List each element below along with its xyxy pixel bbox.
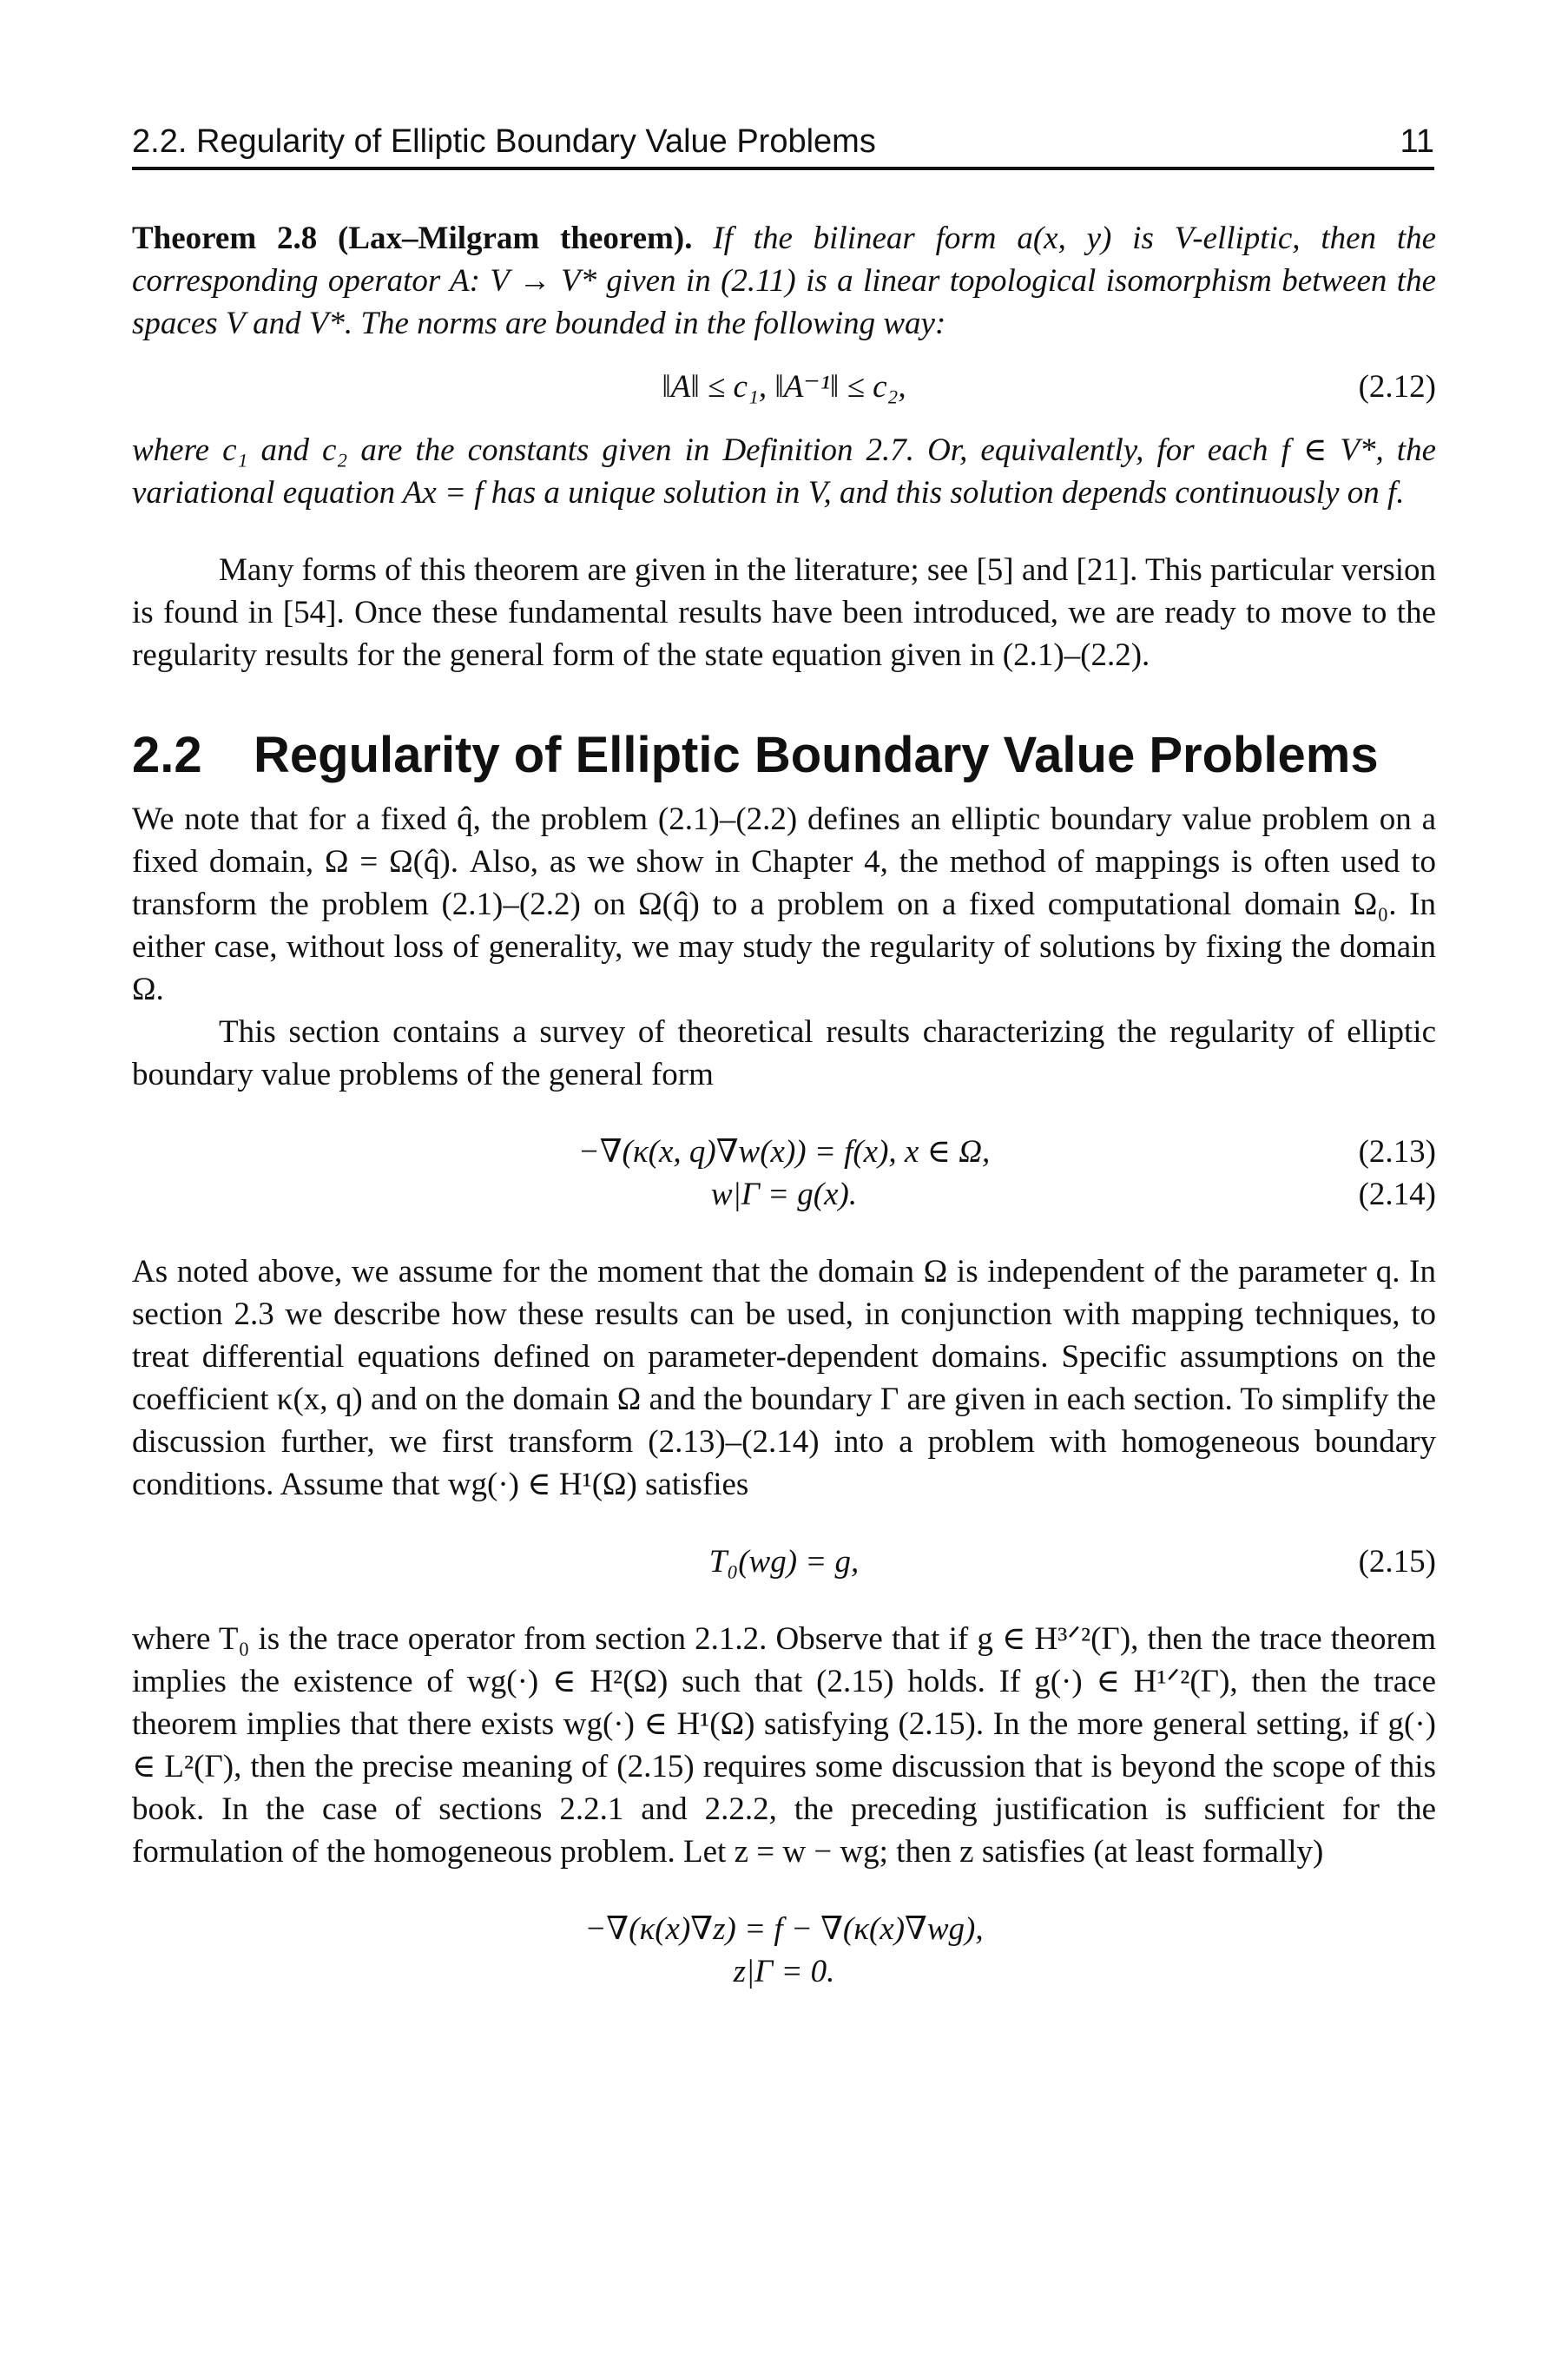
equation-2-15-body: T₀(wg) = g,	[708, 1544, 860, 1580]
equation-final-1	[132, 1908, 1436, 1950]
paragraph-noted: As noted above, we assume for the moment that the domain Ω is independent of the parameter q. In section 2.3 we describe how these results can be used, in conjunction with mapping techniques, to treat differential equations defined on parameter-dependent domains. Specific assumptions on the coefficient κ(x, q) and on the domain Ω and the boundary Γ are given in each section. To simplify the discussion further, we first transform (2.13)–(2.14) into a problem with homogeneous boundary conditions. Assume that wg(·) ∈ H¹(Ω) satisfies	[132, 1254, 1436, 1502]
equation-2-13-number: (2.13)	[1358, 1134, 1436, 1170]
equation-2-12	[132, 366, 1436, 408]
equation-final-2	[132, 1950, 1436, 1993]
equation-2-12-number: (2.12)	[1358, 369, 1436, 405]
equation-2-12-body: ‖A‖ ≤ c₁, ‖A⁻¹‖ ≤ c₂,	[662, 369, 906, 405]
theorem-statement	[132, 217, 1436, 345]
page-number: 11	[1400, 123, 1434, 160]
paragraph-note: We note that for a fixed q̂, the problem (2.1)–(2.2) defines an elliptic boundary value problem on a fixed domain, Ω = Ω(q̂). Also, as we show in Chapter 4, the method of mappings is often used to transform the problem (2.1)–(2.2) on Ω(q̂) to a problem on a fixed computational domain Ω₀. In either case, without loss of generality, we may study the regularity of solutions by fixing the domain Ω.	[132, 801, 1436, 1007]
section-title: Regularity of Elliptic Boundary Value Problems	[254, 727, 1379, 783]
theorem-text-1: If the bilinear form a(x, y) is V-elliptic, then the corresponding operator A: V → V* given in (2.11) is a linear topological isomorphism between the spaces V and V*. The norms are bounded in the following way:	[132, 221, 1437, 341]
page-body	[132, 217, 1436, 1993]
equation-2-15-number: (2.15)	[1358, 1544, 1436, 1580]
theorem-label: Theorem 2.8 (Lax–Milgram theorem).	[132, 221, 693, 256]
equation-2-14-number: (2.14)	[1358, 1177, 1436, 1212]
section-heading	[132, 725, 1436, 786]
equation-2-13-body: −∇(κ(x, q)∇w(x)) = f(x), x ∈ Ω,	[577, 1134, 991, 1170]
theorem-text-2: where c₁ and c₂ are the constants given in Definition 2.7. Or, equivalently, for each f ∈ V*, the variational equation Ax = f has a unique solution in V, and this solution depends continuously on f.	[132, 432, 1436, 511]
equation-2-14	[132, 1173, 1436, 1216]
equation-2-15	[132, 1540, 1436, 1583]
section-number: 2.2	[132, 727, 202, 783]
equation-2-14-body: w|Γ = g(x).	[710, 1177, 858, 1212]
running-title: 2.2. Regularity of Elliptic Boundary Value Problems	[132, 123, 876, 160]
paragraph-survey: This section contains a survey of theoretical results characterizing the regularity of elliptic boundary value problems of the general form	[132, 1014, 1436, 1092]
paragraph-trace: where T₀ is the trace operator from section 2.1.2. Observe that if g ∈ H³ᐟ²(Γ), then the trace theorem implies the existence of wg(·) ∈ H²(Ω) such that (2.15) holds. If g(·) ∈ H¹ᐟ²(Γ), then the trace theorem implies that there exists wg(·) ∈ H¹(Ω) satisfying (2.15). In the more general setting, if g(·) ∈ L²(Γ), then the precise meaning of (2.15) requires some discussion that is beyond the scope of this book. In the case of sections 2.2.1 and 2.2.2, the preceding justification is sufficient for the formulation of the homogeneous problem. Let z = w − wg; then z satisfies (at least formally)	[132, 1621, 1436, 1870]
running-header	[132, 123, 1434, 170]
equation-final-1-body: −∇(κ(x)∇z) = f − ∇(κ(x)∇wg),	[584, 1911, 984, 1947]
paragraph-forms: Many forms of this theorem are given in the literature; see [5] and [21]. This particular version is found in [54]. Once these fundamental results have been introduced, we are ready to move to the regularity results for the general form of the state equation given in (2.1)–(2.2).	[132, 552, 1436, 673]
equation-2-13	[132, 1131, 1436, 1173]
equation-final-2-body: z|Γ = 0.	[733, 1954, 835, 1989]
